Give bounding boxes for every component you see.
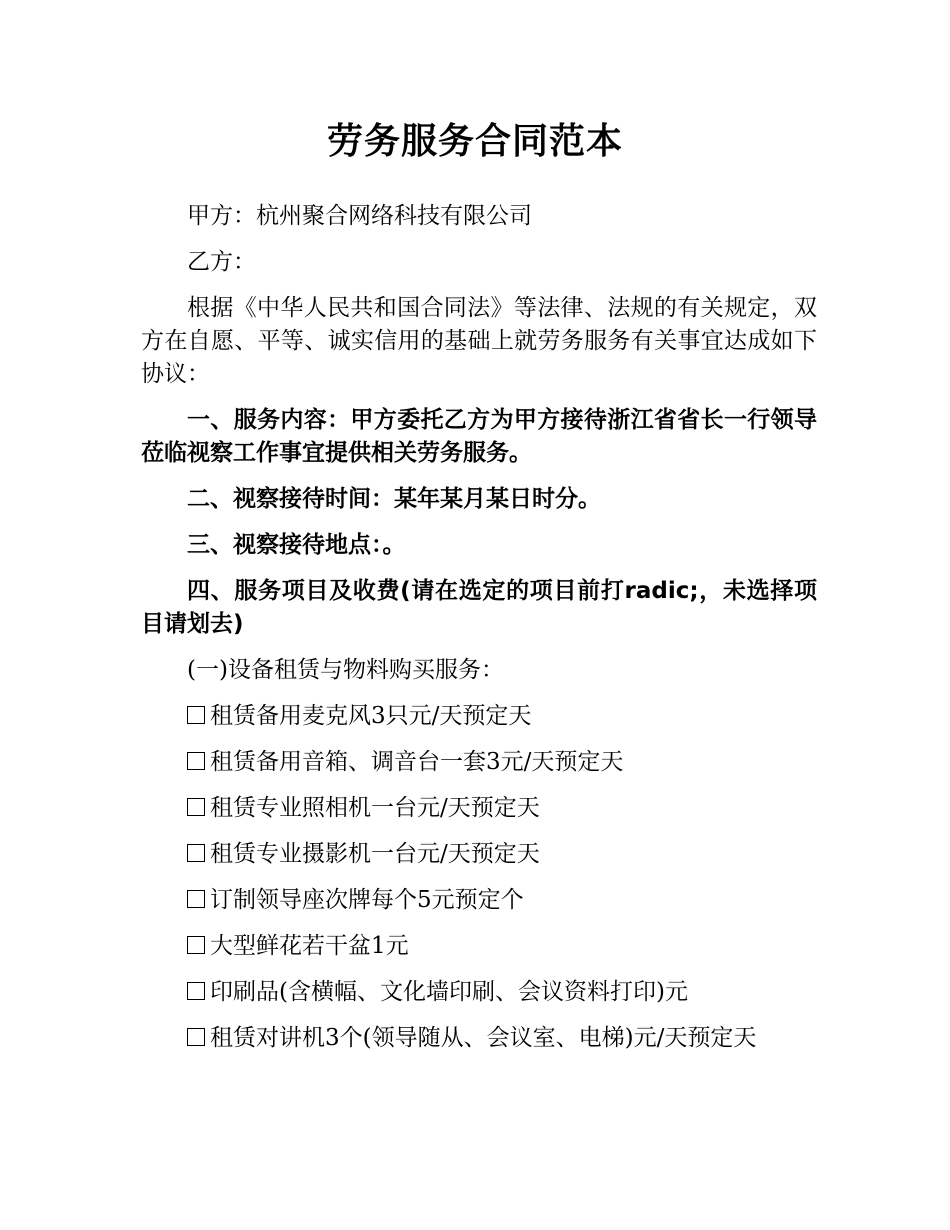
section-3-visit-location: 三、视察接待地点：。 (187, 532, 406, 558)
preamble-paragraph: 根据《中华人民共和国合同法》等法律、法规的有关规定，双方在自愿、平等、诚实信用的基础上就劳务服务有关事宜达成如下协议： (141, 295, 817, 387)
list-item (141, 792, 817, 825)
list-item-text: 印刷品(含横幅、文化墙印刷、会议资料打印)元 (210, 979, 688, 1005)
list-item (141, 838, 817, 871)
checkbox-square-icon (187, 936, 205, 954)
list-item (141, 1022, 817, 1055)
checkbox-square-icon (187, 844, 205, 862)
list-item (141, 930, 817, 963)
checkbox-square-icon (187, 706, 205, 724)
party-a-line: 甲方：杭州聚合网络科技有限公司 (187, 203, 532, 229)
document-body (141, 200, 817, 1055)
list-item (141, 746, 817, 779)
checkbox-square-icon (187, 798, 205, 816)
checkbox-square-icon (187, 890, 205, 908)
list-item (141, 884, 817, 917)
checkbox-square-icon (187, 982, 205, 1000)
section-4-service-items: 四、服务项目及收费(请在选定的项目前打radic;，未选择项目请划去) (141, 578, 817, 637)
list-item (141, 976, 817, 1009)
list-item-text: 大型鲜花若干盆1元 (210, 933, 409, 959)
list-item-text: 租赁专业照相机一台元/天预定天 (210, 795, 540, 821)
section-2-visit-time: 二、视察接待时间：某年某月某日时分。 (187, 486, 601, 512)
checkbox-square-icon (187, 1028, 205, 1046)
party-b-line: 乙方： (187, 249, 256, 275)
subsection-1-equipment-rental: (一)设备租赁与物料购买服务： (187, 657, 504, 683)
list-item-text: 租赁备用麦克风3只元/天预定天 (210, 703, 532, 729)
list-item-text: 租赁专业摄影机一台元/天预定天 (210, 841, 540, 867)
section-1-service-content: 一、服务内容：甲方委托乙方为甲方接待浙江省省长一行领导莅临视察工作事宜提供相关劳务服务。 (141, 407, 817, 466)
document-title: 劳务服务合同范本 (326, 121, 623, 162)
list-item-text: 订制领导座次牌每个5元预定个 (210, 887, 524, 913)
checkbox-square-icon (187, 752, 205, 770)
list-item-text: 租赁备用音箱、调音台一套3元/天预定天 (210, 749, 624, 775)
list-item (141, 700, 817, 733)
list-item-text: 租赁对讲机3个(领导随从、会议室、电梯)元/天预定天 (210, 1025, 757, 1051)
